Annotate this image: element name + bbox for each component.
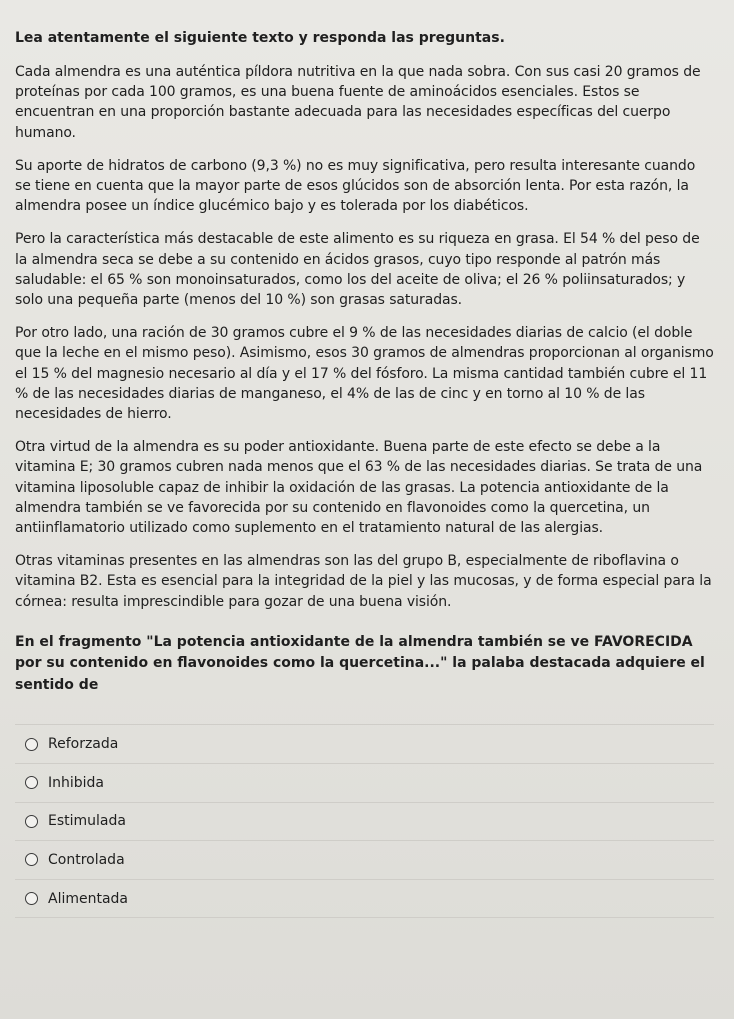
paragraph-6: Otras vitaminas presentes en las almendras son las del grupo B, especialmente de riboflavina o vitamina B2. Esta es esencial para la integridad de la piel y las mucosas, y de forma especial para la córnea: resulta imprescindible para gozar de una buena visión. <box>15 553 712 610</box>
option-reforzada[interactable] <box>15 725 714 764</box>
option-label: Alimentada <box>48 890 129 907</box>
option-label: Estimulada <box>48 813 126 830</box>
instruction-heading: Lea atentamente el siguiente texto y responda las preguntas. <box>15 30 505 46</box>
paragraph-2: Su aporte de hidratos de carbono (9,3 %) no es muy significativa, pero resulta interesante cuando se tiene en cuenta que la mayor parte de esos glúcidos son de absorción lenta. Por esta razón, la almendra posee un índice glucémico bajo y es tolerada por los diabéticos. <box>15 157 696 215</box>
radio-button[interactable] <box>25 815 38 828</box>
paragraph-1: Cada almendra es una auténtica píldora nutritiva en la que nada sobra. Con sus casi 20 gramos de proteínas por cada 100 gramos, es una buena fuente de aminoácidos esenciales. Estos se encuentran en una proporción bastante adecuada para las necesidades específicas del cuerpo humano. <box>15 64 701 141</box>
reading-text <box>15 62 714 612</box>
option-label: Controlada <box>48 851 125 868</box>
paragraph-5: Otra virtud de la almendra es su poder antioxidante. Buena parte de este efecto se debe a la vitamina E; 30 gramos cubren nada menos que el 63 % de las necesidades diarias. Se trata de una vitamina liposoluble capaz de inhibir la oxidación de las grasas. La potencia antioxidante de la almendra también se ve favorecida por su contenido en flavonoides como la quercetina, un antiinflamatorio utilizado como suplemento en el tratamiento natural de las alergias. <box>15 439 703 537</box>
option-label: Inhibida <box>48 774 105 791</box>
option-controlada[interactable] <box>15 841 714 880</box>
option-estimulada[interactable] <box>15 803 714 842</box>
radio-button[interactable] <box>25 776 38 789</box>
radio-button[interactable] <box>25 738 38 751</box>
radio-button[interactable] <box>25 892 38 905</box>
paragraph-3: Pero la característica más destacable de este alimento es su riqueza en grasa. El 54 % del peso de la almendra seca se debe a su contenido en ácidos grasos, cuyo tipo responde al patrón más saludable: el 65 % son monoinsaturados, como los del aceite de oliva; el 26 % poliinsaturados; y solo una pequeña parte (menos del 10 %) son grasas saturadas. <box>15 231 700 309</box>
answer-options <box>15 724 714 918</box>
option-label: Reforzada <box>48 736 119 753</box>
option-alimentada[interactable] <box>15 880 714 919</box>
option-inhibida[interactable] <box>15 764 714 803</box>
question-text: En el fragmento "La potencia antioxidante de la almendra también se ve FAVORECIDA por su contenido en flavonoides como la quercetina..." la palaba destacada adquiere el sentido de <box>15 633 705 693</box>
radio-button[interactable] <box>25 853 38 866</box>
paragraph-4: Por otro lado, una ración de 30 gramos cubre el 9 % de las necesidades diarias de calcio (el doble que la leche en el mismo peso). Asimismo, esos 30 gramos de almendras proporcionan al organismo el 15 % del magnesio necesario al día y el 17 % del fósforo. La misma cantidad también cubre el 11 % de las necesidades diarias de manganeso, el 4% de las de cinc y en torno al 10 % de las necesidades de hierro. <box>15 325 714 423</box>
